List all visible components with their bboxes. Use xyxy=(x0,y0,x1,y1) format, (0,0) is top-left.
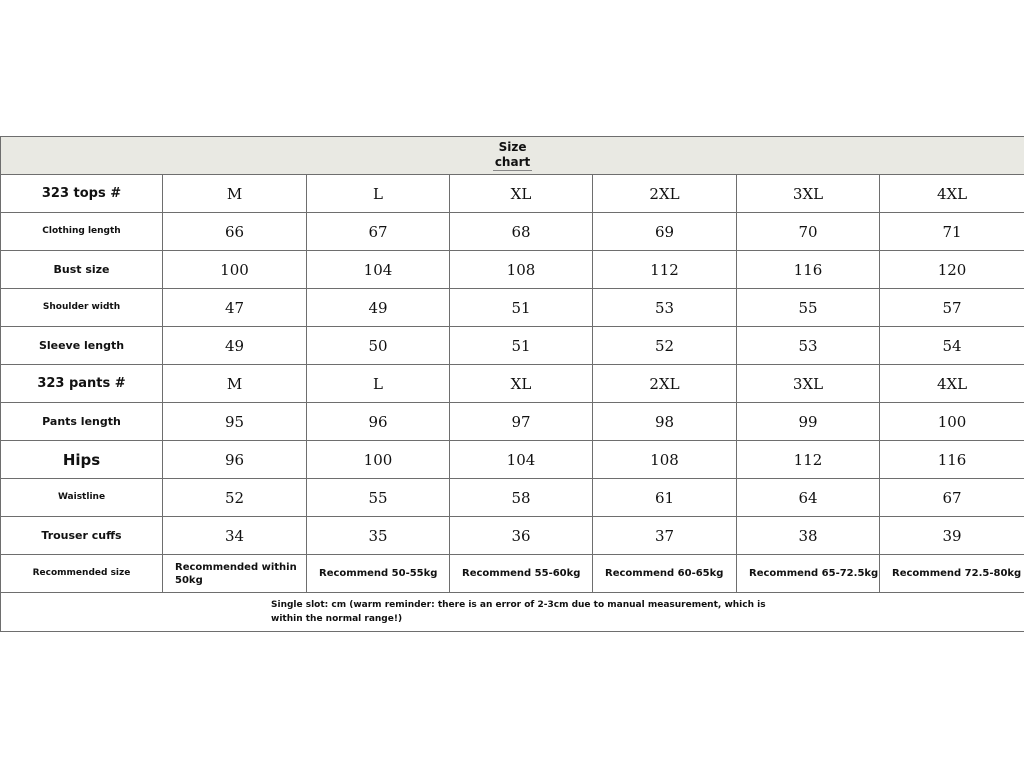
table-cell: 104 xyxy=(307,251,450,289)
table-cell: 50 xyxy=(307,327,450,365)
table-cell: 69 xyxy=(593,213,737,251)
table-cell: 96 xyxy=(307,403,450,441)
row-label-hips: Hips xyxy=(1,441,163,479)
table-cell: 100 xyxy=(307,441,450,479)
table-cell: 100 xyxy=(880,403,1024,441)
row-label-sleeve-length: Sleeve length xyxy=(1,327,163,365)
pants-size-m: M xyxy=(163,365,307,403)
table-cell: 67 xyxy=(307,213,450,251)
table-cell: 51 xyxy=(450,289,593,327)
chart-title-line2: chart xyxy=(494,155,531,169)
tops-size-m: M xyxy=(163,175,307,213)
row-label-shoulder-width: Shoulder width xyxy=(1,289,163,327)
table-cell: 61 xyxy=(593,479,737,517)
table-cell: 66 xyxy=(163,213,307,251)
size-chart-table xyxy=(0,136,1024,632)
recommended-cell: Recommend 50-55kg xyxy=(307,555,450,593)
table-cell: 112 xyxy=(593,251,737,289)
table-cell: 55 xyxy=(737,289,880,327)
chart-title xyxy=(1,137,1024,175)
table-cell: 35 xyxy=(307,517,450,555)
table-cell: 55 xyxy=(307,479,450,517)
recommended-row xyxy=(1,555,1024,593)
row-label-waistline: Waistline xyxy=(1,479,163,517)
row-label-trouser-cuffs: Trouser cuffs xyxy=(1,517,163,555)
tops-size-l: L xyxy=(307,175,450,213)
pants-size-2xl: 2XL xyxy=(593,365,737,403)
table-cell: 52 xyxy=(163,479,307,517)
table-cell: 38 xyxy=(737,517,880,555)
pants-size-header-row xyxy=(1,365,1024,403)
pants-header-label: 323 pants # xyxy=(1,365,163,403)
pants-size-4xl: 4XL xyxy=(880,365,1024,403)
recommended-cell: Recommend 55-60kg xyxy=(450,555,593,593)
table-cell: 70 xyxy=(737,213,880,251)
table-cell: 34 xyxy=(163,517,307,555)
table-cell: 108 xyxy=(593,441,737,479)
table-cell: 95 xyxy=(163,403,307,441)
table-row xyxy=(1,479,1024,517)
measurement-note: Single slot: cm (warm reminder: there is an error of 2-3cm due to manual measurement, which is within the normal range!) xyxy=(271,600,766,624)
table-cell: 49 xyxy=(307,289,450,327)
table-cell: 52 xyxy=(593,327,737,365)
table-cell: 108 xyxy=(450,251,593,289)
tops-header-label: 323 tops # xyxy=(1,175,163,213)
table-cell: 39 xyxy=(880,517,1024,555)
table-cell: 116 xyxy=(880,441,1024,479)
row-label-pants-length: Pants length xyxy=(1,403,163,441)
tops-size-xl: XL xyxy=(450,175,593,213)
table-cell: 57 xyxy=(880,289,1024,327)
row-label-bust-size: Bust size xyxy=(1,251,163,289)
table-row xyxy=(1,327,1024,365)
recommended-cell: Recommend 60-65kg xyxy=(593,555,737,593)
table-cell: 104 xyxy=(450,441,593,479)
row-label-recommended-size: Recommended size xyxy=(1,555,163,593)
table-cell: 120 xyxy=(880,251,1024,289)
pants-size-xl: XL xyxy=(450,365,593,403)
table-cell: 98 xyxy=(593,403,737,441)
table-cell: 37 xyxy=(593,517,737,555)
table-row xyxy=(1,213,1024,251)
table-cell: 116 xyxy=(737,251,880,289)
table-row xyxy=(1,251,1024,289)
recommended-cell: Recommend 65-72.5kg xyxy=(737,555,880,593)
table-row xyxy=(1,441,1024,479)
table-cell: 54 xyxy=(880,327,1024,365)
note-cell xyxy=(1,593,1024,632)
tops-size-2xl: 2XL xyxy=(593,175,737,213)
table-row xyxy=(1,403,1024,441)
table-cell: 100 xyxy=(163,251,307,289)
table-cell: 96 xyxy=(163,441,307,479)
table-cell: 47 xyxy=(163,289,307,327)
table-cell: 68 xyxy=(450,213,593,251)
table-cell: 64 xyxy=(737,479,880,517)
recommended-cell: Recommended within 50kg xyxy=(163,555,307,593)
table-cell: 51 xyxy=(450,327,593,365)
tops-size-3xl: 3XL xyxy=(737,175,880,213)
table-row xyxy=(1,289,1024,327)
table-cell: 53 xyxy=(737,327,880,365)
table-cell: 67 xyxy=(880,479,1024,517)
chart-title-line1: Size xyxy=(498,140,527,154)
table-cell: 58 xyxy=(450,479,593,517)
row-label-clothing-length: Clothing length xyxy=(1,213,163,251)
table-cell: 112 xyxy=(737,441,880,479)
table-cell: 53 xyxy=(593,289,737,327)
recommended-cell: Recommend 72.5-80kg xyxy=(880,555,1024,593)
tops-size-4xl: 4XL xyxy=(880,175,1024,213)
table-cell: 97 xyxy=(450,403,593,441)
table-cell: 99 xyxy=(737,403,880,441)
table-cell: 49 xyxy=(163,327,307,365)
table-cell: 36 xyxy=(450,517,593,555)
pants-size-3xl: 3XL xyxy=(737,365,880,403)
table-cell: 71 xyxy=(880,213,1024,251)
note-row xyxy=(1,593,1024,632)
table-row xyxy=(1,517,1024,555)
pants-size-l: L xyxy=(307,365,450,403)
tops-size-header-row xyxy=(1,175,1024,213)
